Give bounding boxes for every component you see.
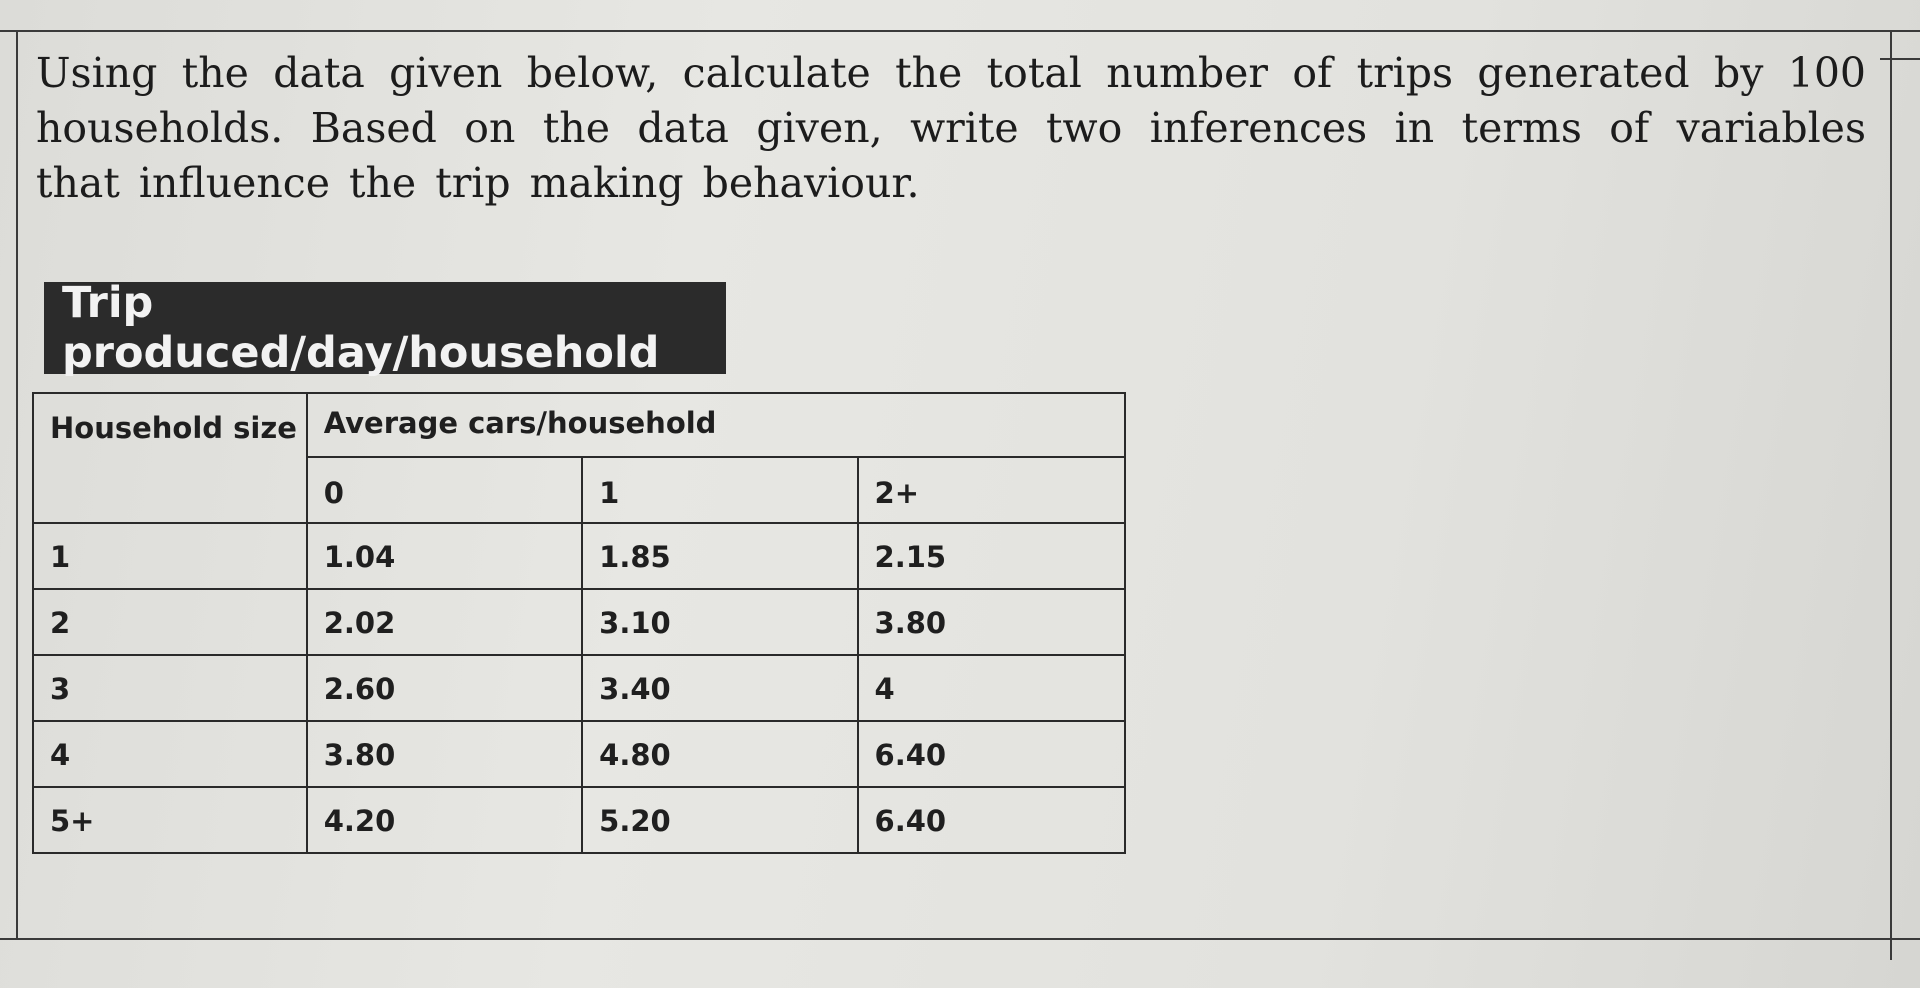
trip-rate-cell: 1.85	[582, 523, 857, 589]
household-size-header: Household size	[33, 393, 307, 523]
top-border-line	[0, 30, 1920, 32]
table-row	[33, 721, 1125, 787]
household-size-cell: 1	[33, 523, 307, 589]
table-title-banner	[44, 278, 726, 378]
table-title: Trip produced/day/household	[62, 278, 660, 378]
average-cars-header: Average cars/household	[307, 393, 1125, 457]
household-size-cell: 5+	[33, 787, 307, 853]
trip-rate-cell: 3.80	[307, 721, 582, 787]
table-row	[33, 589, 1125, 655]
table-row	[33, 523, 1125, 589]
trip-rate-cell: 3.40	[582, 655, 857, 721]
trip-rate-table	[32, 392, 1126, 854]
trip-rate-cell: 4	[858, 655, 1125, 721]
trip-rate-cell: 3.10	[582, 589, 857, 655]
household-size-cell: 3	[33, 655, 307, 721]
household-size-cell: 4	[33, 721, 307, 787]
top-right-border-line	[1880, 58, 1920, 60]
question-text: Using the data given below, calculate the total number of trips generated by 100 households. Based on the data given, write two inferences in terms of variables that influence the trip making behaviour.	[36, 49, 1866, 207]
trip-rate-cell: 1.04	[307, 523, 582, 589]
table-header-row	[33, 393, 1125, 457]
trip-rate-cell: 6.40	[858, 721, 1125, 787]
table-row	[33, 787, 1125, 853]
cars-column-header: 2+	[858, 457, 1125, 523]
bottom-border-line	[0, 938, 1920, 940]
trip-rate-cell: 3.80	[858, 589, 1125, 655]
trip-rate-cell: 4.80	[582, 721, 857, 787]
cars-column-header: 0	[307, 457, 582, 523]
trip-rate-cell: 2.02	[307, 589, 582, 655]
trip-rate-cell: 6.40	[858, 787, 1125, 853]
trip-rate-cell: 2.15	[858, 523, 1125, 589]
trip-rate-cell: 5.20	[582, 787, 857, 853]
trip-rate-cell: 4.20	[307, 787, 582, 853]
cars-column-header: 1	[582, 457, 857, 523]
table-row	[33, 655, 1125, 721]
household-size-cell: 2	[33, 589, 307, 655]
trip-rate-cell: 2.60	[307, 655, 582, 721]
right-border-line	[1890, 30, 1892, 960]
left-border-line	[16, 30, 18, 938]
